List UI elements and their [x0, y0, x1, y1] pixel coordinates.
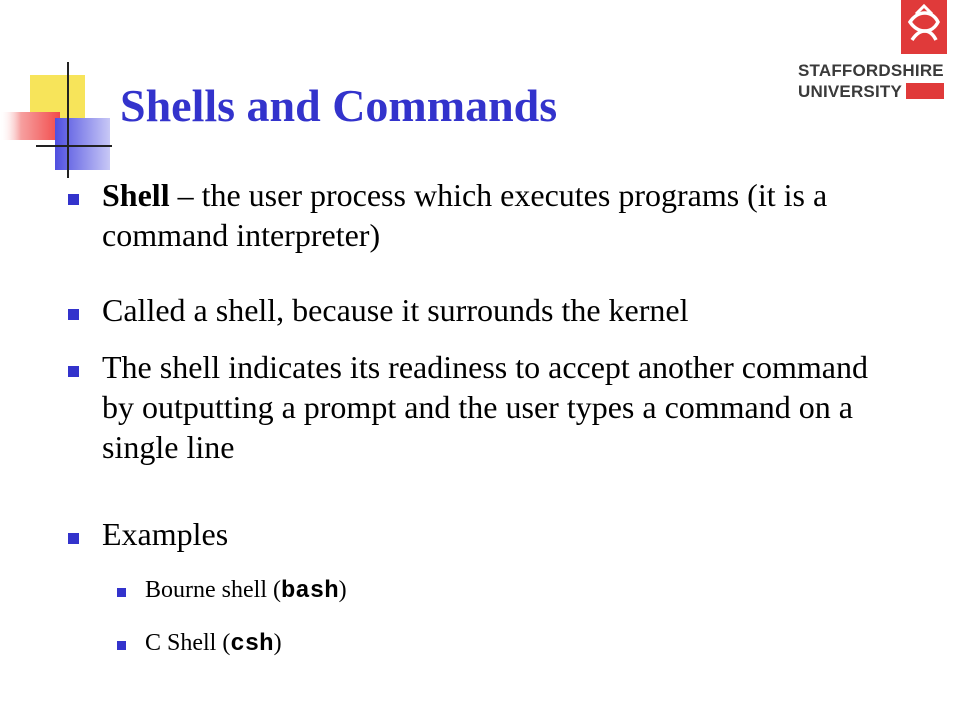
command-csh: csh	[230, 631, 274, 658]
logo-line-university: UNIVERSITY	[798, 82, 903, 101]
logo-line-staffordshire: STAFFORDSHIRE	[798, 61, 944, 80]
command-bash: bash	[280, 578, 339, 605]
sub-bullet-marker	[117, 588, 126, 597]
bullet-marker	[68, 194, 79, 205]
sub-bullet-bourne	[145, 575, 845, 607]
bullet-item-called-shell: Called a shell, because it surrounds the kernel	[102, 292, 689, 328]
sub-bullet-bourne-prefix: Bourne shell (	[145, 577, 281, 603]
bullet-term-shell: Shell	[102, 177, 170, 213]
sub-bullet-bourne-suffix: )	[338, 577, 347, 603]
slide-title: Shells and Commands	[120, 80, 558, 131]
bullet-marker	[68, 533, 79, 544]
sub-bullet-cshell-suffix: )	[273, 630, 282, 656]
sub-bullet-cshell	[145, 628, 845, 660]
bullet-item-examples: Examples	[102, 516, 229, 552]
bullet-item-readiness: The shell indicates its readiness to accept another command by outputting a prompt and the user types a command on a single line	[102, 349, 868, 465]
sub-bullet-marker	[117, 641, 126, 650]
bullet-text-shell: – the user process which executes programs (it is a command interpreter)	[102, 177, 828, 253]
bullet-item-shell	[102, 175, 902, 255]
bullet-marker	[68, 309, 79, 320]
bullet-marker	[68, 366, 79, 377]
sub-bullet-cshell-prefix: C Shell (	[145, 630, 231, 656]
